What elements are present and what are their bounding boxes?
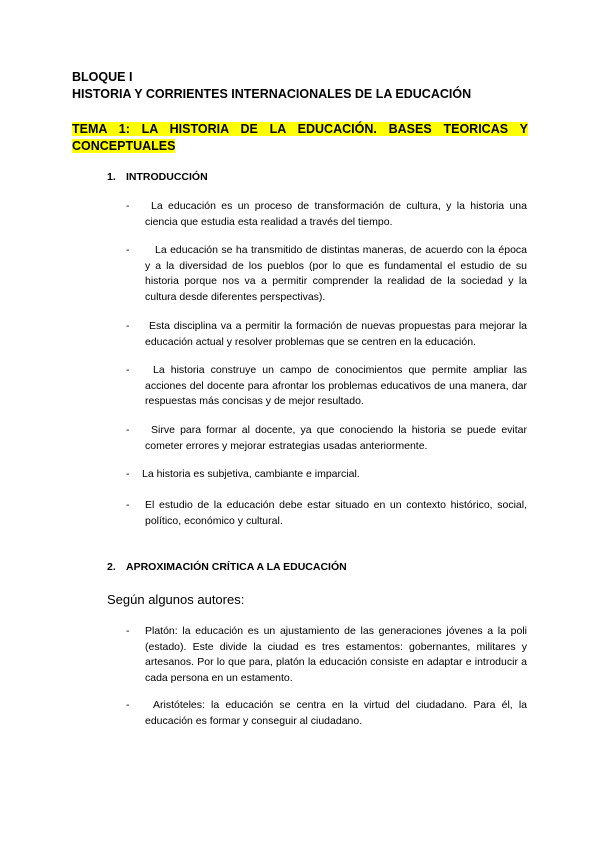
bloque-subtitle: HISTORIA Y CORRIENTES INTERNACIONALES DE LA EDUCACIÓN: [72, 87, 472, 101]
list-item-text: La educación se ha transmitido de distintas maneras, de acuerdo con la época y a la diversidad de los pueblos (por lo que es fundamental el estudio de su historia porque nos va a permitir comprender la realidad de la sociedad y la cultura desde diferentes perspectivas).: [145, 244, 527, 303]
dash-bullet: -: [126, 699, 130, 711]
tema-highlight: TEMA 1: LA HISTORIA DE LA EDUCACIÓN. BASES TEORICAS Y CONCEPTUALES: [72, 122, 528, 153]
document-header: [72, 69, 471, 103]
dash-bullet: -: [126, 200, 130, 212]
list-item-text: Sirve para formar al docente, ya que conociendo la historia se puede evitar cometer errores y mejorar estrategias usadas anteriormente.: [145, 424, 527, 452]
dash-bullet: -: [126, 320, 130, 332]
section-1-heading: [107, 170, 208, 184]
list-item-text: Platón: la educación es un ajustamiento de las generaciones jóvenes a la poli (estado). Este divide la ciudad es tres estamentos: gobernantes, militares y artesanos. Por lo que para, platón la educación consiste en adaptar e introducir a cada persona en un estamento.: [145, 625, 527, 684]
list-item-text: La educación es un proceso de transformación de cultura, y la historia una ciencia que estudia esta realidad a través del tiempo.: [145, 200, 527, 228]
dash-bullet: -: [126, 468, 130, 480]
list-item-text: La historia construye un campo de conocimientos que permite ampliar las acciones del docente para afrontar los problemas educativos de una manera, dar respuestas más concisas y de mejor resultado.: [145, 364, 527, 407]
section-2-heading: [107, 560, 347, 574]
list-item-text: El estudio de la educación debe estar situado en un contexto histórico, social, político, económico y cultural.: [145, 499, 527, 527]
dash-bullet: -: [126, 244, 130, 256]
section-number: 2.: [107, 561, 116, 573]
tema-title: [72, 121, 528, 154]
dash-bullet: -: [126, 424, 130, 436]
section-title: INTRODUCCIÓN: [126, 171, 208, 183]
bloque-title: BLOQUE I: [72, 70, 133, 84]
list-item-text: Esta disciplina va a permitir la formación de nuevas propuestas para mejorar la educación actual y resolver problemas que se centren en la educación.: [145, 320, 527, 348]
dash-bullet: -: [126, 364, 130, 376]
list-item-text: Aristóteles: la educación se centra en la virtud del ciudadano. Para él, la educación es formar y conseguir al ciudadano.: [145, 699, 527, 727]
dash-bullet: -: [126, 625, 130, 637]
list-item-text: La historia es subjetiva, cambiante e imparcial.: [142, 468, 360, 480]
section-2-intro: Según algunos autores:: [107, 592, 245, 607]
section-number: 1.: [107, 171, 116, 183]
dash-bullet: -: [126, 499, 130, 511]
section-title: APROXIMACIÓN CRÍTICA A LA EDUCACIÓN: [126, 561, 347, 573]
